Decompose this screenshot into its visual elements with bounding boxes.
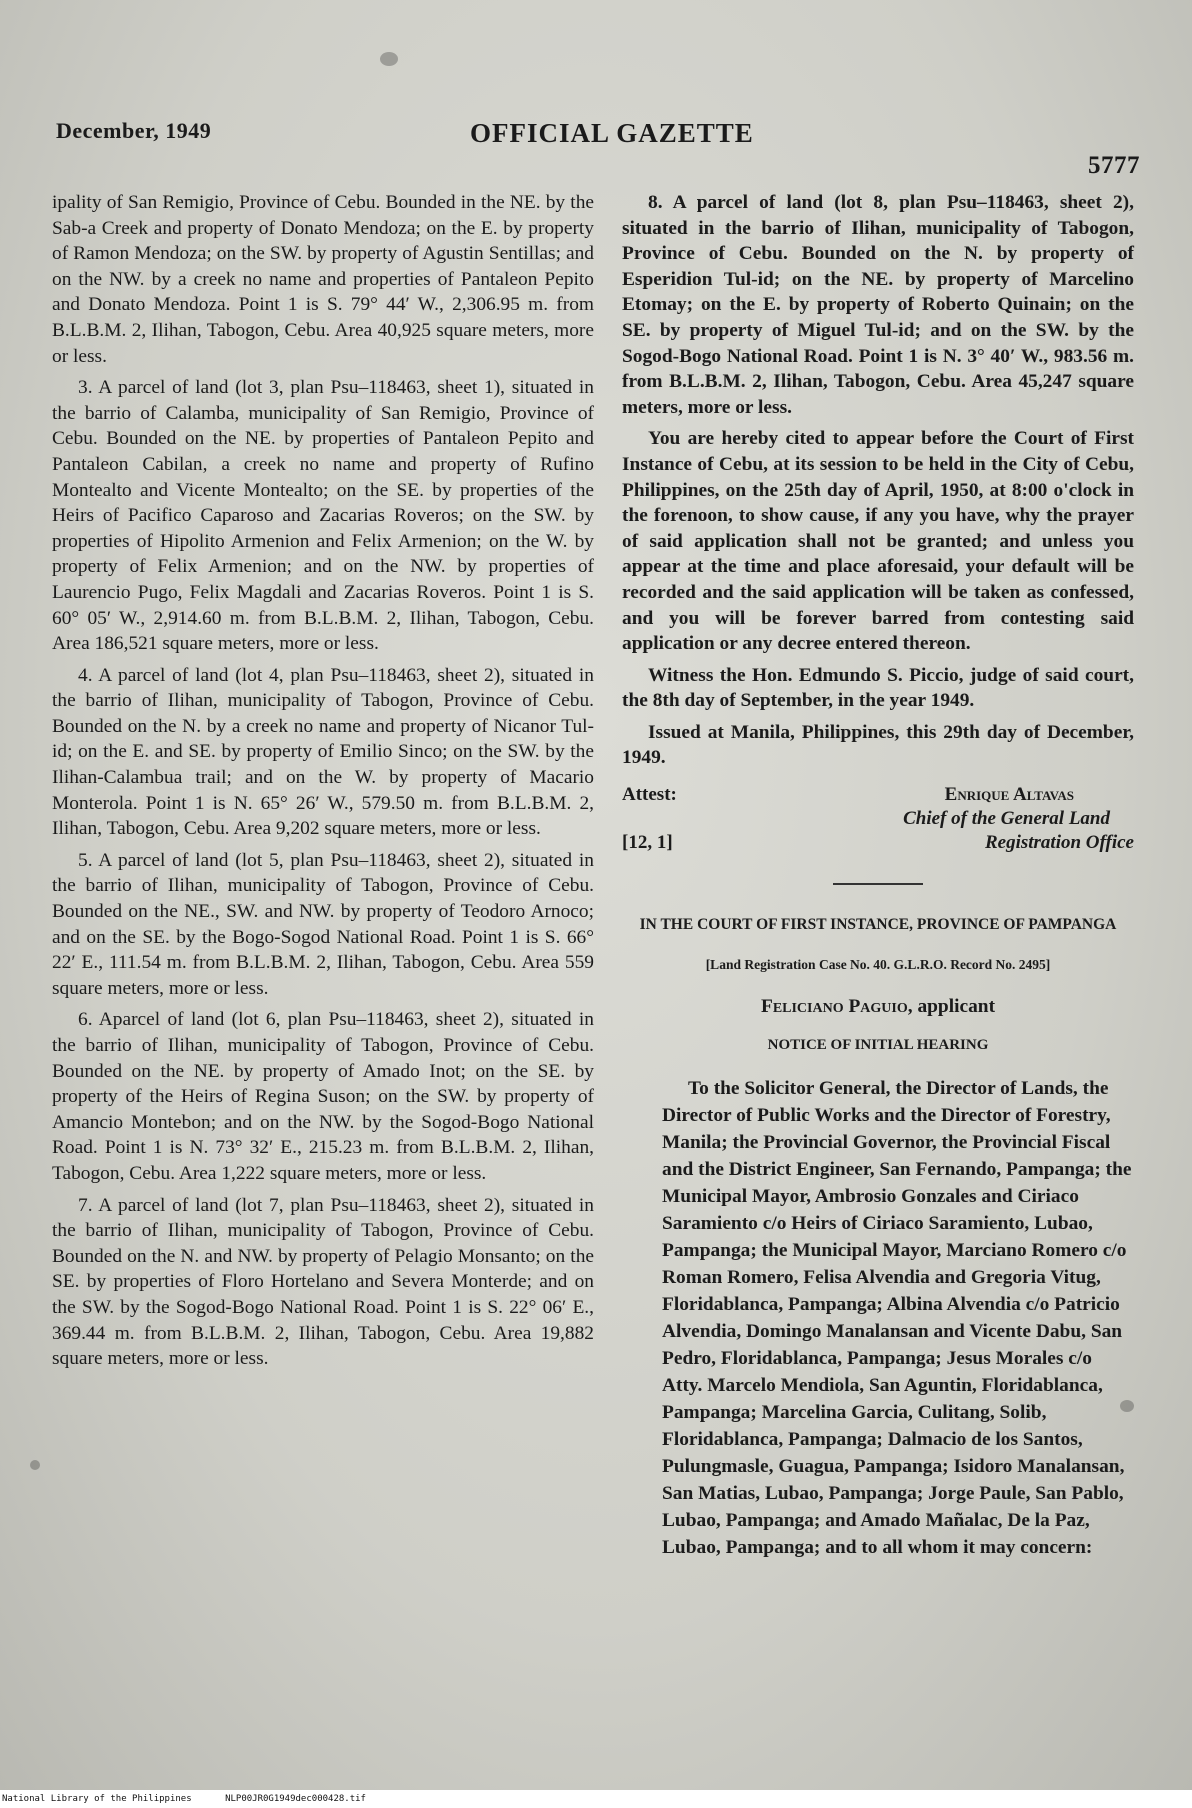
page-number: 5777 xyxy=(1088,152,1140,179)
notice-heading: NOTICE OF INITIAL HEARING xyxy=(767,1037,989,1054)
applicant-line xyxy=(622,994,1134,1020)
witness-paragraph: Witness the Hon. Edmundo S. Piccio, judge of said court, the 8th day of September, in the year 1949. xyxy=(622,664,1134,712)
attestation-block xyxy=(622,783,1134,855)
footer-library: National Library of the Philippines xyxy=(2,1794,192,1804)
issued-paragraph: Issued at Manila, Philippines, this 29th day of December, 1949. xyxy=(622,721,1134,769)
scan-smudge xyxy=(1120,1400,1134,1412)
attest-title-line-2: Registration Office xyxy=(984,832,1134,854)
lot-4-paragraph: 4. A parcel of land (lot 4, plan Psu–118463, sheet 2), situated in the barrio of Ilihan, municipality of Tabogon, Province of Cebu. Bounded on the N. by a creek no name and property of Nicanor Tul-id; on the E. and SE. by property of Emilio Sinco; on the SW. by the Ilihan-Calambua trail; and on the W. by property of Macario Monterola. Point 1 is N. 65° 26′ W., 579.50 m. from B.L.B.M. 2, Ilihan, Tabogon, Cebu. Area 9,202 square meters, more or less. xyxy=(52,664,594,840)
lot-5-paragraph: 5. A parcel of land (lot 5, plan Psu–118463, sheet 2), situated in the barrio of Ilihan, municipality of Tabogon, Province of Cebu. Bounded on the NE., SW. and NW. by property of Teodoro Arnoco; and on the SE. by the Bogo-Sogod National Road. Point 1 is S. 66° 22′ E., 111.54 m. from B.L.B.M. 2, Ilihan, Tabogon, Cebu. Area 559 square meters, more or less. xyxy=(52,849,594,999)
section-divider xyxy=(833,883,923,885)
attest-name: Enrique Altavas xyxy=(944,784,1074,806)
scan-footer xyxy=(0,1790,1192,1808)
lot-6-paragraph: 6. Aparcel of land (lot 6, plan Psu–118463, sheet 2), situated in the barrio of Ilihan, municipality of Tabogon, Province of Cebu. Bounded on the NE. by property of Amado Inot; on the SE. by property of the Heirs of Regina Suson; on the SW. by property of Amancio Montebon; and on the NW. by the Sogod-Bogo National Road. Point 1 is N. 73° 32′ E., 215.23 m. from B.L.B.M. 2, Ilihan, Tabogon, Cebu. Area 1,222 square meters, more or less. xyxy=(52,1009,594,1184)
lot-2-continuation: ipality of San Remigio, Province of Cebu. Bounded in the NE. by the Sab-a Creek and property of Donato Mendoza; on the E. by property of Ramon Mendoza; on the SW. by property of Agustin Sentillas; and on the NW. by a creek no name and properties of Pantaleon Pepito and Donato Mendoza. Point 1 is S. 79° 44′ W., 2,306.95 m. from B.L.B.M. 2, Ilihan, Tabogon, Cebu. Area 40,925 square meters, more or less. xyxy=(52,192,594,367)
scan-smudge xyxy=(30,1460,40,1470)
addressees-paragraph: To the Solicitor General, the Director of Lands, the Director of Public Works and the Director of Forestry, Manila; the Provincial Governor, the Provincial Fiscal and the District Engineer, San Fernando, Pampanga; the Municipal Mayor, Ambrosio Gonzales and Ciriaco Saramiento c/o Heirs of Ciriaco Saramiento, Lubao, Pampanga; the Municipal Mayor, Marciano Romero c/o Roman Romero, Felisa Alvendia and Gregoria Vitug, Floridablanca, Pampanga; Albina Alvendia c/o Patricio Alvendia, Domingo Manalansan and Vicente Dabu, San Pedro, Floridablanca, Pampanga; Jesus Morales c/o Atty. Marcelo Mendiola, San Aguntin, Floridablanca, Pampanga; Marcelina Garcia, Culitang, Solib, Floridablanca, Pampanga; Dalmacio de los Santos, Pulungmasle, Guagua, Pampanga; Isidoro Manalansan, San Matias, Lubao, Pampanga; Jorge Paule, San Pablo, Lubao, Pampanga; and Amado Mañalac, De la Paz, Lubao, Pampanga; and to all whom it may concern: xyxy=(662,1077,1132,1558)
applicant-suffix: , applicant xyxy=(907,995,996,1017)
lot-8-paragraph: 8. A parcel of land (lot 8, plan Psu–118463, sheet 2), situated in the barrio of Ilihan, municipality of Tabogon, Province of Cebu. Bounded on the N. by property of Esperidion Tul-id; on the NE. by property of Marcelino Etomay; on the E. by property of Roberto Quinain; on the SE. by property of Miguel Tul-id; and on the SW. by the Sogod-Bogo National Road. Point 1 is N. 3° 40′ W., 983.56 m. from B.L.B.M. 2, Ilihan, Tabogon, Cebu. Area 45,247 square meters, more or less. xyxy=(622,192,1134,418)
footer-filename: NLP00JR0G1949dec000428.tif xyxy=(225,1794,366,1804)
header-date: December, 1949 xyxy=(56,118,212,143)
right-column xyxy=(622,190,1134,1567)
header-title: OFFICIAL GAZETTE xyxy=(470,118,754,148)
left-column xyxy=(52,190,594,1378)
case-line: [Land Registration Case No. 40. G.L.R.O. Record No. 2495] xyxy=(705,957,1051,973)
lot-7-paragraph: 7. A parcel of land (lot 7, plan Psu–118463, sheet 2), situated in the barrio of Ilihan, municipality of Tabogon, Province of Cebu. Bounded on the N. and NW. by property of Pelagio Monsanto; on the SE. by properties of Floro Hortelano and Severa Monterde; and on the SW. by the Sogod-Bogo National Road. Point 1 is S. 22° 06′ E., 369.44 m. from B.L.B.M. 2, Ilihan, Tabogon, Cebu. Area 19,882 square meters, more or less. xyxy=(52,1194,594,1370)
scan-smudge xyxy=(380,52,398,66)
court-heading: IN THE COURT OF FIRST INSTANCE, PROVINCE OF PAMPANGA xyxy=(639,916,1117,934)
issue-reference: [12, 1] xyxy=(622,832,673,854)
citation-paragraph: You are hereby cited to appear before the Court of First Instance of Cebu, at its session to be held in the City of Cebu, Philippines, on the 25th day of April, 1950, at 8:00 o'clock in the forenoon, to show cause, if any you have, why the prayer of said application shall not be granted; and unless you appear at the time and place aforesaid, your default will be recorded and the said application will be taken as confessed, and you will be forever barred from contesting said application or any decree entered thereon. xyxy=(622,428,1134,655)
attest-label: Attest: xyxy=(622,784,677,806)
lot-3-paragraph: 3. A parcel of land (lot 3, plan Psu–118463, sheet 1), situated in the barrio of Calamba, municipality of San Remigio, Province of Cebu. Bounded on the NE. by properties of Pantaleon Pepito and Pantaleon Cabilan, a creek no name and property of Rufino Montealto and Vicente Montealto; on the SE. by properties of the Heirs of Pacifico Caparoso and Zacarias Roveros; on the SW. by properties of Hipolito Armenion and Felix Armenion; on the W. by property of Felix Armenion; and on the NW. by properties of Laurencio Pugo, Felix Magdali and Zacarias Roveros. Point 1 is S. 60° 05′ W., 2,914.60 m. from B.L.B.M. 2, Ilihan, Tabogon, Cebu. Area 186,521 square meters, more or less. xyxy=(52,377,594,655)
applicant-name: Feliciano Paguio xyxy=(760,995,908,1017)
attest-title-line-1: Chief of the General Land xyxy=(903,808,1110,830)
